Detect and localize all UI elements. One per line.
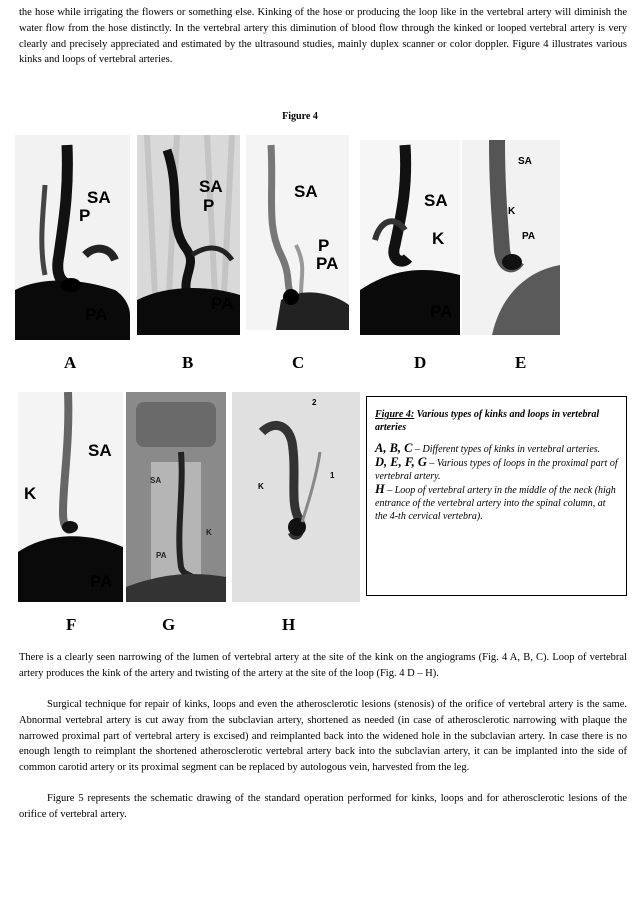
figure-caption: Figure 4: [282, 111, 318, 122]
angiogram-c: [246, 135, 349, 330]
label-pa: PA: [316, 254, 339, 273]
paragraph-narrowing: There is a clearly seen narrowing of the lumen of vertebral artery at the site of the kink on the angiograms (Fig. 4 A, B, C). Loop of vertebral artery produces the kink of the artery and twisting of the artery at the site of the loop (Fig. 4 D – H).: [19, 652, 627, 679]
label-sa: SA: [424, 191, 448, 210]
figure-legend: [366, 396, 627, 596]
label-p: P: [203, 196, 215, 215]
legend-title: Figure 4: Various types of kinks and loops in vertebral arteries: [375, 409, 600, 433]
label-pa: PA: [85, 305, 108, 324]
label-pa: PA: [430, 302, 453, 321]
angiogram-e: [462, 140, 560, 335]
angiogram-g: [126, 392, 226, 602]
label-1: 1: [330, 471, 335, 480]
legend-defg: D, E, F, G – Various types of loops in the proximal part of vertebral artery.: [375, 455, 618, 482]
paragraph-surgical-technique: Surgical technique for repair of kinks, loops and even the atherosclerotic lesions (stenosis) of the orifice of vertebral artery is the same. Abnormal vertebral artery is cut away from the subclavian artery, shortened as needed (in case of atherosclerotic narrowing with plaque the narrowed proximal part of vertebral artery is excised) and reimplanted back into the widened hole in the subclavian artery. In case there is no enough length to reimplant the shortened atherosclerotic vertebral artery back into the subclavian artery, it can be implanted into the side of common carotid artery or its proximal segment can be replaced by autologous vein, harvested from the leg.: [19, 699, 627, 774]
label-k: K: [508, 206, 516, 217]
panel-letter-c: C: [292, 353, 305, 372]
panel-letter-a: A: [64, 353, 77, 372]
label-k: K: [206, 528, 212, 537]
paragraph-figure-5: Figure 5 represents the schematic drawing of the standard operation performed for kinks, loops and for atherosclerotic lesions of the orifice of vertebral artery.: [19, 793, 627, 820]
label-pa: PA: [211, 294, 234, 313]
label-2: 2: [312, 398, 317, 407]
legend-h: H – Loop of vertebral artery in the middle of the neck (high entrance of the vertebral artery into the spinal column, at the 4-th cervical vertebra).: [375, 482, 616, 522]
panel-letter-g: G: [162, 615, 176, 634]
angiogram-h: [232, 392, 360, 602]
label-sa: SA: [518, 156, 532, 167]
label-sa: SA: [294, 182, 318, 201]
label-p: P: [318, 236, 330, 255]
label-sa: SA: [88, 441, 112, 460]
label-sa: SA: [199, 177, 223, 196]
label-pa: PA: [522, 231, 536, 242]
label-sa: SA: [150, 476, 162, 485]
label-k: K: [258, 482, 264, 491]
label-k: K: [432, 229, 445, 248]
panel-letter-e: E: [515, 353, 527, 372]
panel-letter-d: D: [414, 353, 427, 372]
angiogram-a: [15, 135, 130, 340]
intro-paragraph: the hose while irrigating the flowers or something else. Kinking of the hose or producing the loop like in the vertebral artery will diminish the water flow from the hose distinctly. In the vertebral artery this diminution of blood flow through the kinked or looped vertebral artery is very clearly and precisely appreciated and estimated by the ultrasound studies, mainly duplex scanner or color doppler. Figure 4 illustrates various kinks and loops of vertebral arteries.: [19, 7, 627, 66]
panel-letter-b: B: [182, 353, 194, 372]
angiogram-b: [137, 135, 240, 335]
label-pa: PA: [156, 551, 167, 560]
angiogram-d: [360, 140, 460, 335]
panel-letter-h: H: [282, 615, 296, 634]
label-pa: PA: [90, 572, 113, 591]
legend-abc: A, B, C – Different types of kinks in vertebral arteries.: [375, 441, 601, 455]
label-k: K: [24, 484, 37, 503]
angiogram-f: [18, 392, 123, 602]
label-sa: SA: [87, 188, 111, 207]
panel-letter-f: F: [66, 615, 77, 634]
label-p: P: [79, 206, 91, 225]
